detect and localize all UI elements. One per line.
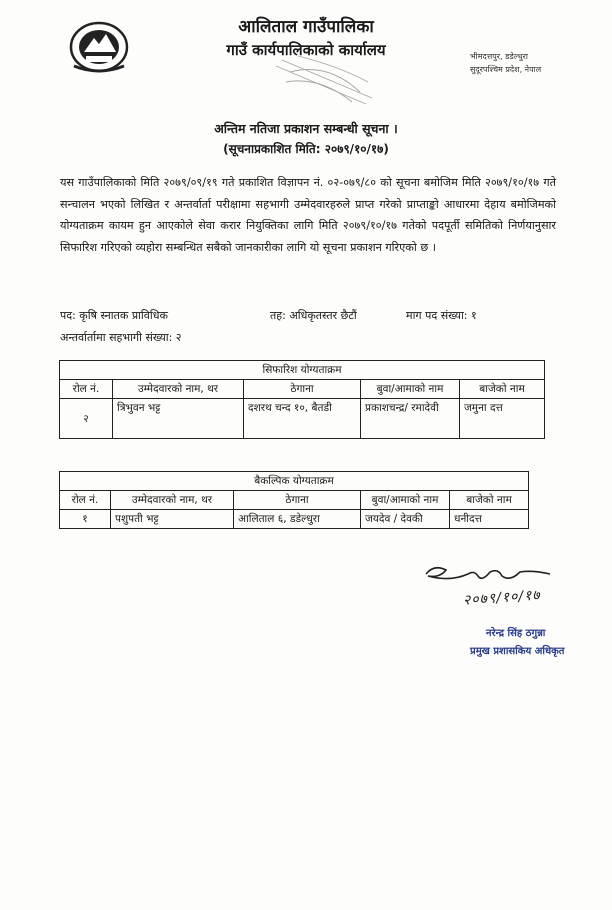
- table-caption-row: [60, 361, 545, 380]
- col-parents: बुवा/आमाको नाम: [361, 491, 450, 510]
- officer-title: प्रमुख प्रशासकिय अधिकृत: [470, 646, 565, 657]
- post-name: पद: कृषि स्नातक प्राविधिक: [60, 309, 168, 322]
- cell-grandfather: धनीदत्त: [450, 510, 529, 529]
- col-grandfather: बाजेको नाम: [460, 380, 545, 399]
- municipality-name: आलिताल गाउँपालिका: [238, 17, 374, 37]
- table-header-row: [60, 380, 545, 399]
- col-name: उम्मेदवारको नाम, थर: [113, 380, 244, 399]
- signature-date: २०७९/१०/१७: [462, 587, 542, 609]
- address-line-1: भीमदत्तपुर, डडेल्धुरा: [470, 52, 528, 61]
- cell-roll: २: [60, 399, 113, 439]
- office-stamp-icon: [268, 52, 378, 114]
- col-roll: रोल नं.: [60, 380, 113, 399]
- address-line-2: सुदूरपश्चिम प्रदेश, नेपाल: [470, 65, 542, 74]
- cell-parents: प्रकाशचन्द्र/ रमादेवी: [361, 399, 460, 439]
- table-header-row: [60, 491, 529, 510]
- cell-name: पशुपती भट्ट: [111, 510, 234, 529]
- cell-address: आलिताल ६, डडेल्धुरा: [234, 510, 361, 529]
- notice-body: यस गाउँपालिकाको मिति २०७९/०९/१९ गते प्रकाशित विज्ञापन नं. ०२-०७९/८० को सूचना बमोजिम मिति २०७९/१०/१७ गते सन्चालन भएको लिखित र अन्तर्वार्ता परीक्षामा सहभागी उम्मेदवारहरुले प्राप्त गरेको प्राप्ताङ्को आधारमा देहाय बमोजिमको योग्यताक्रम कायम हुन आएकोले सेवा करार नियुक्तिका लागि मिति २०७९/१०/१७ गतेको पदपूर्ती समितिको निर्णयानुसार सिफारिश गरिएको व्यहोरा सम्बन्धित सबैको जानकारीका लागि यो सूचना प्रकाशन गरिएको छ ।: [60, 176, 556, 254]
- cell-parents: जयदेव / देवकी: [361, 510, 450, 529]
- col-roll: रोल नं.: [60, 491, 111, 510]
- col-address: ठेगाना: [234, 491, 361, 510]
- interview-count: अन्तर्वार्तामा सहभागी संख्या: २: [60, 331, 182, 344]
- cell-name: त्रिभुवन भट्ट: [113, 399, 244, 439]
- notice-published-date: (सूचनाप्रकाशित मिति: २०७९/१०/१७): [223, 142, 389, 156]
- table-caption-row: [60, 472, 529, 491]
- col-name: उम्मेदवारको नाम, थर: [111, 491, 234, 510]
- notice-title: अन्तिम नतिजा प्रकाशन सम्बन्धी सूचना ।: [214, 121, 398, 136]
- cell-roll: १: [60, 510, 111, 529]
- table-row: [60, 399, 545, 439]
- col-address: ठेगाना: [244, 380, 361, 399]
- office-address: [470, 50, 541, 76]
- col-grandfather: बाजेको नाम: [450, 491, 529, 510]
- table-row: [60, 510, 529, 529]
- officer-name: नरेन्द्र सिंह ठगुन्ना: [486, 628, 546, 639]
- alternative-table: [59, 471, 529, 529]
- cell-address: दशरथ चन्द १०, बैतडी: [244, 399, 361, 439]
- recommended-table: [59, 360, 545, 439]
- table-caption: सिफारिश योग्यताक्रम: [60, 361, 545, 380]
- post-level: तह: अधिकृतस्तर छैटौं: [270, 309, 357, 322]
- cell-grandfather: जमुना दत्त: [460, 399, 545, 439]
- table-caption: बैकल्पिक योग्यताक्रम: [60, 472, 529, 491]
- office-name: गाउँ कार्यपालिकाको कार्यालय: [226, 41, 386, 59]
- col-parents: बुवा/आमाको नाम: [361, 380, 460, 399]
- demand-count: माग पद संख्या: १: [406, 309, 477, 322]
